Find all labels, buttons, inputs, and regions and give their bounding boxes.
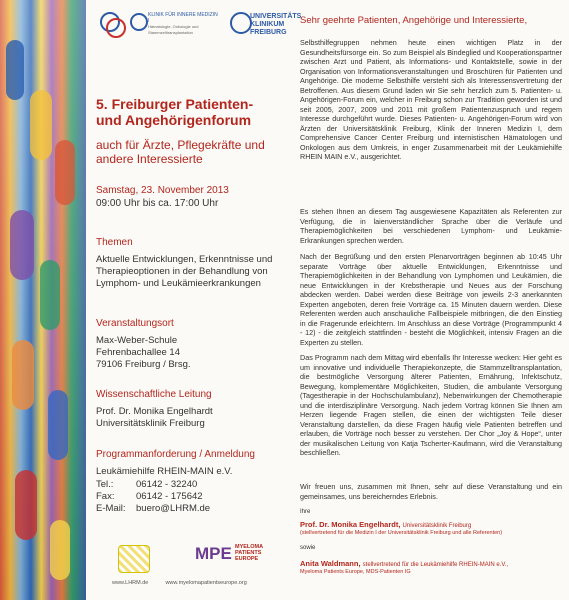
email-label: E-Mail: <box>96 503 126 514</box>
contact-email <box>96 503 210 514</box>
letter-paragraph-4: Das Programm nach dem Mittag wird ebenfalls Ihr Interesse wecken: Hier geht es um innovative und individuelle Therapiekonzepte, die Stammzelltransplantation, die bestmögliche Versorgung älterer Patienten, Ernährung, Infektschutz, Bewegung, komplementäre Möglichkeiten, Studien, die ambulante Versorgung (Tagestherapie in der Hochschulambulanz), Nebenwirkungen der Chemotherapie und die interdisziplinäre Versorgung. Nach jedem Vortrag können Sie Ihnen am Herzen liegende Fragen stellen, die einen der wichtigsten Teile dieser Veranstaltung darstellen, da diese Fragen häufig viele Patienten betreffen und erlauben, die Vorträge noch besser zu verstehen. Der Chor „Joy & Hope“, unter der musikalischen Leitung von Katja Tscherter-Kaufmann, wird die Veranstaltung beschließen. <box>300 353 562 457</box>
letter-ihre: Ihre <box>300 509 311 515</box>
email-value[interactable]: buero@LHRM.de <box>136 503 211 514</box>
anmeldung-heading: Programmanforderung / Anmeldung <box>96 449 255 460</box>
contact-tel <box>96 479 197 490</box>
ort-line2: Fehrenbachallee 14 <box>96 347 180 358</box>
leitung-line1: Prof. Dr. Monika Engelhardt <box>96 406 213 417</box>
contact-fax <box>96 491 203 502</box>
letter-paragraph-2: Es stehen Ihnen an diesem Tag ausgewiesene Kapazitäten als Referenten zur Verfügung, die in laienverständlicher Sprache über die Verläufe und Therapiemöglichkeiten bei verschiedenen Lymphom- und Leukämie-Erkrankungen sprechen werden. <box>300 207 562 245</box>
leitung-line2: Universitätsklinik Freiburg <box>96 418 205 429</box>
signature-1-sub: (stellvertretend für die Medizin I der Universitätsklinik Freiburg und alle Referenten) <box>300 530 503 536</box>
url-mpe[interactable]: www.myelomapatientseurope.org <box>165 580 247 586</box>
letter-paragraph-1: Selbsthilfegruppen nehmen heute einen wichtigen Platz in der Gesundheitsfürsorge ein. So zum Beispiel als Bindeglied und Kooperationspartner zwischen Arzt und Patient, als Informations- und Kontaktstelle, sowie in der Organisation von Informationsveranstaltungen und Broschüren für Patienten und Angehörige. Die moderne Selbsthilfe versteht sich als Interessensvertretung der Betroffenen. Aus diesem Grund laden wir Sie sehr herzlich zum 5. Patienten- u. Angehörigen-Forum ein, welcher in Freiburg schon zur Tradition geworden ist und seit 2005, 2007, 2009 und 2011 mit großem Patientenzuspruch und regem Interesse durchgeführt wurde. Dieses Patienten- u. Angehörigen-Forum wird von Ärzten der Universitätsklinik Freiburg, Klinik der Inneren Medizin I, dem Comprehensive Cancer Center Freiburg und internistischen Hämatologen und Onkologen aus dem Umkreis, in enger Zusammenarbeit mit der Leukämiehilfe RHEIN MAIN e.V., ausgerichtet. <box>300 38 562 161</box>
event-title: 5. Freiburger Patienten- und Angehörigenforum <box>96 96 254 128</box>
event-date: Samstag, 23. November 2013 <box>96 185 229 196</box>
leitung-heading: Wissenschaftliche Leitung <box>96 389 212 400</box>
lhrm-dna-logo <box>118 545 150 573</box>
signature-1 <box>300 520 471 529</box>
ort-line3: 79106 Freiburg / Brsg. <box>96 359 191 370</box>
tel-value: 06142 - 32240 <box>136 479 198 490</box>
decorative-figures-strip <box>0 0 86 600</box>
ort-line1: Max-Weber-Schule <box>96 335 178 346</box>
signature-2-org: stellvertretend für die Leukämiehilfe RHEIN-MAIN e.V., <box>362 562 509 568</box>
mpe-logo: MPE MYELOMA PATIENTS EUROPE <box>195 544 263 563</box>
signature-2-name: Anita Waldmann, <box>300 559 361 568</box>
signature-2-sub: Myeloma Patients Europe, MDS-Patienten IG <box>300 569 411 575</box>
event-subtitle: auch für Ärzte, Pflegekräfte und andere Interessierte <box>96 138 265 166</box>
signature-2 <box>300 559 508 568</box>
signature-1-org: Universitätsklinik Freiburg <box>402 523 472 529</box>
fax-label: Fax: <box>96 491 115 502</box>
letter-paragraph-3: Nach der Begrüßung und den ersten Plenarvorträgen beginnen ab 10:45 Uhr separate Vorträge über aktuelle Entwicklungen, Erkenntnisse und Therapiemöglichkeiten in der Behandlung von Lymphomen und Leukämien, die neue Entwicklungen in der Krebstherapie und Neues aus der Forschung abdecken werden. Dabei werden diese Beiträge von jeweils 2-3 anerkannten Experten angeboten, deren freie Vorträge ca. 15 Minuten dauern werden. Diese Referenten werden auch anschauliche Fallbeispiele mitbringen, die den Einstieg in die Fragerunde erleichtern. Im Anschluss an diese Vorträge (Programmpunkt 4 - 12) - die zeitgleich stattfinden - besteht die Möglichkeit, intensiv Fragen an die Experten zu stellen. <box>300 252 562 347</box>
themen-heading: Themen <box>96 237 133 248</box>
letter-greeting: Sehr geehrte Patienten, Angehörige und Interessierte, <box>300 15 528 26</box>
university-hospital-logo-text: UNIVERSITÄTS KLINIKUM FREIBURG <box>250 13 302 36</box>
url-lhrm[interactable]: www.LHRM.de <box>112 580 149 586</box>
event-time: 09:00 Uhr bis ca. 17:00 Uhr <box>96 198 219 209</box>
themen-text: Aktuelle Entwicklungen, Erkenntnisse und Therapieoptionen in der Behandlung von Lymphom- und Leukämieerkrankungen <box>96 254 273 289</box>
fax-value: 06142 - 175642 <box>136 491 203 502</box>
footer-urls <box>112 580 247 586</box>
signature-1-name: Prof. Dr. Monika Engelhardt, <box>300 520 401 529</box>
ort-heading: Veranstaltungsort <box>96 318 174 329</box>
mpe-logo-text: MYELOMA PATIENTS EUROPE <box>235 544 263 562</box>
anmeldung-org: Leukämiehilfe RHEIN-MAIN e.V. <box>96 466 233 477</box>
letter-sowie: sowie <box>300 545 316 551</box>
logo-bar: KLINIK FÜR INNERE MEDIZIN I Hämatologie, Onkologie und Stammzelltransplantation UNIVERSITÄTS KLINIKUM FREIBURG <box>100 10 285 40</box>
university-hospital-logo-mark <box>230 12 252 34</box>
letter-paragraph-5: Wir freuen uns, zusammen mit Ihnen, sehr auf diese Veranstaltung und ein gemeinsames, uns bereicherndes Erlebnis. <box>300 482 562 501</box>
tel-label: Tel.: <box>96 479 114 490</box>
